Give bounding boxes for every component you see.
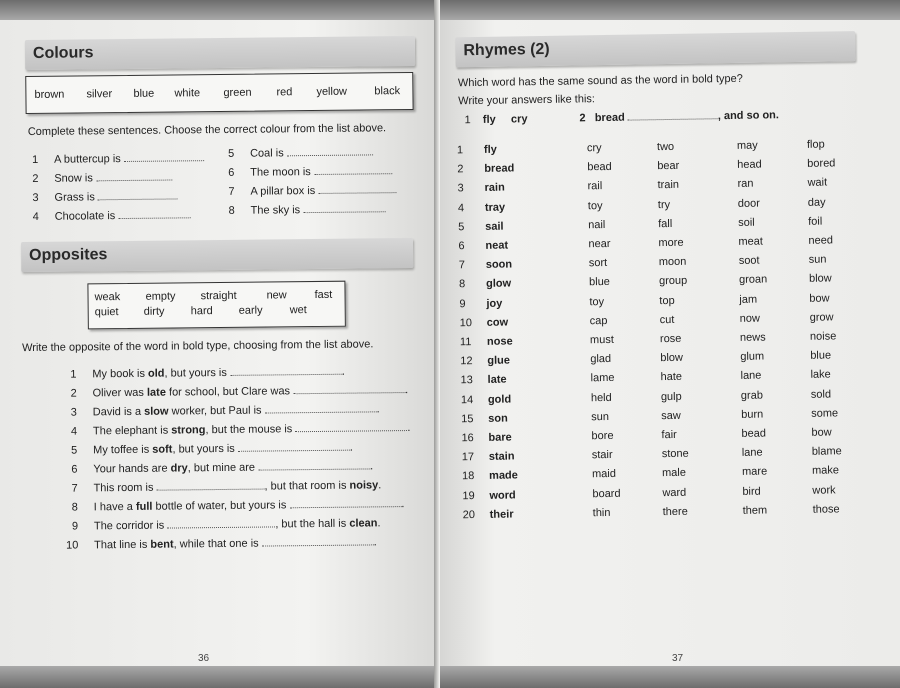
- item-number: 2: [32, 172, 39, 185]
- item-text: The corridor is , but the hall is clean.: [93, 517, 381, 533]
- rhyme-option: wait: [807, 176, 828, 190]
- row-number: 5: [458, 221, 465, 234]
- rhyme-option: now: [739, 312, 760, 325]
- rhyme-option: must: [589, 333, 614, 347]
- rhyme-option: saw: [661, 409, 681, 422]
- item-text: Your hands are dry, but mine are .: [93, 460, 374, 476]
- row-number: 16: [461, 432, 474, 445]
- rhyme-option: day: [807, 196, 826, 209]
- right-page: [440, 0, 900, 688]
- colour-word: black: [374, 85, 401, 98]
- rhyme-option: fall: [658, 217, 673, 230]
- rhymes-instruction-2: Write your answers like this:: [458, 93, 596, 108]
- item-text: Grass is: [54, 190, 178, 203]
- bold-word: cow: [486, 316, 509, 329]
- rhyme-option: bored: [807, 157, 836, 171]
- bold-word: late: [487, 373, 507, 387]
- item-text: This room is , but that room is noisy.: [93, 479, 382, 495]
- rhyme-option: soil: [738, 216, 755, 229]
- rhyme-option: sun: [591, 410, 610, 424]
- item-number: 5: [227, 147, 235, 160]
- opposite-word: weak: [94, 291, 121, 304]
- rhyme-option: bore: [591, 429, 614, 443]
- rhyme-option: cap: [589, 314, 608, 328]
- colour-word: red: [276, 86, 293, 99]
- rhyme-option: group: [658, 275, 688, 288]
- item-text: Coal is: [250, 146, 373, 159]
- rhyme-option: rail: [587, 180, 603, 193]
- rhyme-option: may: [736, 139, 758, 152]
- rhyme-option: maid: [592, 468, 617, 481]
- row-number: 10: [459, 316, 473, 330]
- rhyme-option: flop: [806, 138, 825, 151]
- rhyme-option: near: [588, 237, 611, 251]
- rhyme-option: cry: [586, 142, 602, 155]
- rhymes-instruction: Which word has the same sound as the word in bold type?: [457, 72, 743, 90]
- rhyme-option: glad: [590, 353, 612, 366]
- rhyme-option: try: [657, 198, 671, 211]
- row-number: 6: [458, 240, 465, 253]
- rhyme-option: toy: [589, 295, 605, 308]
- answer-line[interactable]: [303, 211, 385, 213]
- rhyme-option: grab: [740, 389, 764, 402]
- rhyme-option: news: [739, 331, 766, 344]
- row-number: 14: [460, 393, 474, 406]
- rhyme-option: sold: [810, 388, 832, 401]
- rhyme-option: thin: [592, 506, 611, 520]
- bold-word: word: [489, 489, 516, 502]
- rhyme-option: glum: [740, 350, 765, 364]
- page-bottom-edge: [0, 666, 440, 688]
- row-number: 17: [461, 451, 475, 464]
- item-number: 10: [66, 539, 79, 552]
- opposite-word: dirty: [143, 305, 165, 318]
- rhyme-option: moon: [658, 255, 687, 269]
- bold-word: soon: [485, 258, 513, 272]
- item-text: Oliver was late for school, but Clare was .: [92, 384, 409, 400]
- rhyme-option: those: [812, 503, 840, 516]
- row-number: 7: [458, 259, 466, 272]
- rhyme-option: bead: [587, 161, 612, 174]
- answer-line[interactable]: [314, 173, 392, 175]
- item-number: 1: [32, 153, 39, 166]
- rhyme-option: blow: [808, 272, 832, 286]
- bold-word: sail: [485, 220, 504, 233]
- rhyme-option: them: [742, 504, 768, 517]
- bold-word: made: [489, 469, 518, 483]
- rhyme-option: stair: [591, 449, 613, 462]
- rhyme-option: more: [658, 236, 684, 250]
- answer-line[interactable]: [289, 506, 401, 508]
- item-number: 5: [71, 444, 78, 457]
- answer-line[interactable]: [157, 489, 265, 491]
- rhyme-option: make: [811, 464, 840, 478]
- bold-word: rain: [484, 181, 505, 195]
- colour-word: blue: [133, 87, 155, 100]
- opposites-title: Opposites: [29, 246, 108, 264]
- opposite-word: quiet: [94, 306, 119, 319]
- answer-line[interactable]: [295, 430, 407, 432]
- rhyme-option: blame: [811, 445, 842, 458]
- rhyme-option: meat: [738, 235, 764, 248]
- rhyme-option: work: [812, 484, 836, 497]
- rhyme-option: bow: [809, 292, 830, 305]
- example-line: 1 fly cry 2 bread , and so on.: [464, 109, 780, 127]
- bold-word: nose: [486, 335, 513, 348]
- rhymes-heading: [455, 31, 855, 67]
- row-number: 12: [460, 355, 473, 368]
- rhyme-option: bead: [741, 427, 767, 440]
- rhyme-option: stone: [661, 447, 689, 461]
- bold-word: gold: [487, 393, 512, 406]
- rhyme-option: need: [808, 234, 834, 247]
- item-text: Chocolate is: [55, 209, 191, 222]
- rhyme-option: door: [737, 197, 760, 210]
- answer-line[interactable]: [628, 118, 718, 120]
- rhyme-option: two: [656, 140, 675, 154]
- rhyme-option: sun: [808, 253, 827, 266]
- rhyme-option: male: [662, 467, 687, 480]
- rhyme-option: lame: [590, 372, 615, 385]
- answer-line[interactable]: [230, 374, 342, 376]
- answer-line[interactable]: [287, 154, 373, 156]
- item-number: 9: [71, 520, 79, 533]
- page-number: 37: [672, 653, 684, 664]
- row-number: 4: [457, 201, 465, 214]
- colours-title: Colours: [32, 44, 94, 62]
- colours-heading: [25, 36, 415, 70]
- rhyme-option: some: [811, 407, 839, 420]
- bold-word: tray: [484, 201, 506, 214]
- colour-word: white: [174, 87, 201, 100]
- rhyme-option: blow: [660, 351, 684, 365]
- rhyme-option: lane: [740, 369, 762, 383]
- item-text: The moon is: [250, 165, 392, 178]
- rhyme-option: sort: [588, 257, 608, 270]
- answer-line[interactable]: [124, 160, 204, 162]
- bold-word: bread: [484, 162, 515, 176]
- colour-word: silver: [86, 88, 113, 101]
- rhyme-option: soot: [738, 254, 760, 268]
- rhyme-option: ran: [737, 178, 754, 191]
- row-number: 1: [456, 144, 464, 157]
- bold-word: stain: [488, 450, 515, 464]
- rhyme-option: cut: [659, 313, 675, 326]
- row-number: 20: [462, 508, 476, 522]
- answer-line[interactable]: [262, 544, 374, 546]
- item-number: 3: [70, 406, 77, 419]
- answer-line[interactable]: [98, 198, 178, 200]
- opposite-word: straight: [200, 289, 237, 303]
- bold-word: glow: [486, 277, 512, 291]
- item-number: 3: [32, 191, 39, 204]
- colour-word: yellow: [316, 85, 348, 98]
- answer-line[interactable]: [318, 192, 396, 194]
- rhyme-option: held: [590, 391, 612, 404]
- rhyme-option: rose: [659, 332, 682, 346]
- item-text: The elephant is strong, but the mouse is .: [92, 422, 411, 438]
- item-text: Snow is: [54, 171, 172, 184]
- row-number: 9: [459, 297, 466, 310]
- bold-word: son: [488, 412, 508, 425]
- rhyme-option: blue: [810, 349, 832, 362]
- row-number: 11: [459, 336, 472, 349]
- page-number: 36: [198, 653, 210, 664]
- rhyme-option: bear: [657, 160, 680, 173]
- item-text: I have a full bottle of water, but yours is .: [93, 498, 405, 514]
- rhyme-option: nail: [588, 218, 606, 232]
- item-number: 2: [70, 387, 77, 400]
- rhyme-option: bird: [742, 485, 761, 498]
- item-text: That line is bent, while that one is .: [94, 536, 377, 552]
- rhyme-option: lane: [741, 446, 763, 460]
- item-number: 8: [71, 501, 78, 514]
- rhyme-option: lake: [810, 368, 831, 382]
- rhyme-option: jam: [739, 293, 758, 306]
- item-number: 7: [71, 482, 78, 495]
- opposite-word: early: [238, 304, 263, 317]
- rhyme-option: groan: [738, 273, 768, 287]
- item-text: A buttercup is: [54, 152, 204, 166]
- rhyme-option: foil: [808, 215, 823, 228]
- item-number: 4: [32, 210, 39, 223]
- row-number: 15: [461, 412, 474, 426]
- colour-word: green: [223, 86, 252, 99]
- item-text: My toffee is soft, but yours is .: [93, 441, 353, 457]
- rhyme-option: noise: [809, 330, 837, 343]
- rhyme-option: toy: [587, 199, 603, 212]
- bold-word: joy: [486, 297, 503, 310]
- item-number: 6: [228, 166, 235, 179]
- answer-line[interactable]: [167, 526, 275, 528]
- rhymes-title: Rhymes (2): [463, 40, 550, 60]
- colours-word-list: [25, 72, 413, 114]
- row-number: 2: [457, 163, 464, 176]
- rhyme-option: there: [662, 505, 688, 518]
- row-number: 3: [457, 182, 464, 195]
- item-text: David is a slow worker, but Paul is .: [92, 403, 380, 419]
- opposite-word: empty: [145, 290, 176, 303]
- colours-instruction: Complete these sentences. Choose the correct colour from the list above.: [27, 122, 387, 139]
- rhyme-option: grow: [809, 311, 834, 324]
- rhyme-option: mare: [741, 465, 768, 479]
- rhyme-option: board: [592, 487, 621, 500]
- item-number: 4: [70, 425, 78, 438]
- item-text: My book is old, but yours is .: [92, 365, 346, 381]
- opposites-word-list: [87, 281, 345, 330]
- rhyme-option: ward: [662, 486, 687, 499]
- item-text: A pillar box is: [250, 184, 396, 198]
- row-number: 13: [460, 374, 473, 387]
- bold-word: bare: [488, 431, 512, 444]
- row-number: 8: [459, 278, 466, 291]
- answer-line[interactable]: [118, 217, 190, 219]
- rhyme-option: top: [659, 294, 675, 307]
- opposites-instruction: Write the opposite of the word in bold type, choosing from the list above.: [22, 338, 374, 355]
- answer-line[interactable]: [238, 450, 350, 452]
- rhyme-option: burn: [741, 408, 764, 421]
- bold-word: neat: [485, 239, 509, 252]
- answer-line[interactable]: [265, 411, 377, 413]
- bold-word: fly: [483, 143, 497, 156]
- page-bottom-edge: [440, 666, 900, 688]
- item-number: 7: [228, 185, 235, 198]
- opposites-heading: [21, 238, 413, 272]
- rhyme-option: head: [737, 158, 762, 172]
- opposite-word: hard: [190, 305, 213, 318]
- opposite-word: new: [266, 289, 287, 302]
- item-number: 6: [71, 463, 78, 476]
- opposite-word: fast: [314, 288, 333, 302]
- bold-word: their: [489, 508, 514, 521]
- left-page: [0, 0, 440, 688]
- rhyme-option: blue: [588, 276, 610, 289]
- rhyme-option: train: [657, 179, 680, 192]
- opposite-word: wet: [289, 304, 307, 317]
- rhyme-option: gulp: [660, 390, 682, 403]
- item-number: 1: [70, 368, 77, 381]
- item-number: 8: [228, 204, 235, 217]
- colour-word: brown: [34, 88, 65, 101]
- rhyme-option: fair: [661, 428, 677, 442]
- row-number: 18: [462, 470, 475, 483]
- bold-word: glue: [487, 354, 511, 368]
- answer-line[interactable]: [96, 179, 172, 181]
- rhyme-option: hate: [660, 371, 683, 384]
- answer-line[interactable]: [258, 468, 370, 470]
- row-number: 19: [462, 489, 475, 502]
- rhyme-option: bow: [811, 426, 832, 439]
- answer-line[interactable]: [293, 392, 405, 394]
- item-text: The sky is: [251, 203, 386, 216]
